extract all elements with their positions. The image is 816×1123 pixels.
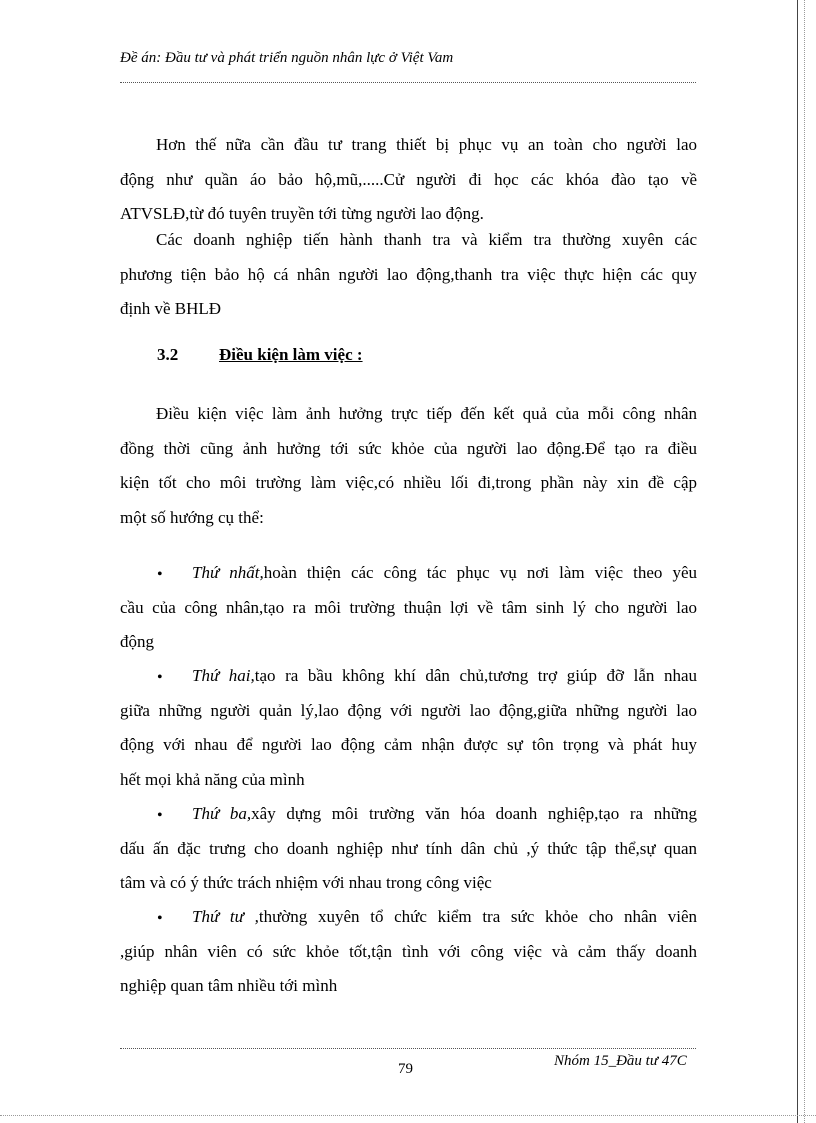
paragraph-line: động [120,632,154,651]
bullet-lead: Thứ tư , [192,907,259,926]
paragraph-line: cầu của công nhân,tạo ra môi trường thuận lợi về tâm sinh lý cho người lao [120,597,697,617]
bullet-item-2 [120,659,697,797]
paragraph-line: nghiệp quan tâm nhiều tới mình [120,976,338,995]
bullet-item-3 [120,797,697,901]
section-title: Điều kiện làm việc : [219,345,363,364]
paragraph-line: tâm và có ý thức trách nhiệm với nhau trong công việc [120,873,492,892]
paragraph-line: động với nhau để người lao động cảm nhận được sự tôn trọng và phát huy [120,735,697,754]
bullet-glyph: • [157,807,163,824]
header-title: Đề án: Đầu tư và phát triển nguồn nhân lực ở Việt Vam [120,50,454,66]
bullet-text: tạo ra bầu không khí dân chủ,tương trợ giúp đỡ lẫn nhau [254,666,697,685]
paragraph-line: dấu ấn đặc trưng cho doanh nghiệp như tính dân chủ ,ý thức tập thể,sự quan [120,838,697,858]
bullet-lead: Thứ nhất, [192,563,264,582]
bullet-item-1 [120,556,697,660]
page-edge-bottom [0,1115,816,1116]
bullet-item-4 [120,900,697,1004]
paragraph-line: đồng thời cũng ảnh hưởng tới sức khỏe của người lao động.Để tạo ra điều [120,438,697,458]
bullet-lead: Thứ hai, [192,666,255,685]
page-edge-right [797,0,798,1123]
bullet-text: xây dựng môi trường văn hóa doanh nghiệp,tạo ra những [251,804,697,823]
paragraph-line: ATVSLĐ,từ đó tuyên truyền tới từng người lao động. [120,204,484,223]
section-number: 3.2 [157,345,179,364]
paragraph-line: kiện tốt cho môi trường làm việc,có nhiều lối đi,trong phần này xin đề cập [120,473,697,492]
paragraph-line: định về BHLĐ [120,299,222,318]
paragraph-line: một số hướng cụ thể: [120,507,264,527]
bullet-text: thường xuyên tổ chức kiểm tra sức khỏe cho nhân viên [258,907,697,926]
paragraph-line: ,giúp nhân viên có sức khỏe tốt,tận tình với công việc và cảm thấy doanh [120,941,697,961]
paragraph-line: hết mọi khả năng của mình [120,769,305,789]
bullet-glyph: • [157,566,163,583]
footer-rule [120,1048,696,1049]
bullet-text: hoàn thiện các công tác phục vụ nơi làm việc theo yêu [263,563,697,582]
bullet-glyph: • [157,669,163,686]
paragraph-1 [120,128,697,232]
footer-group-label: Nhóm 15_Đầu tư 47C [554,1053,687,1069]
paragraph-line: phương tiện bảo hộ cá nhân người lao động,thanh tra việc thực hiện các quy [120,264,697,284]
paragraph-2 [120,223,697,327]
intro-paragraph [120,397,697,535]
bullet-lead: Thứ ba, [192,804,252,823]
paragraph-line: động như quần áo bảo hộ,mũ,.....Cử người đi học các khóa đào tạo về [120,169,697,189]
page-edge-right-dotted [804,0,805,1123]
paragraph-line: Điều kiện việc làm ảnh hưởng trực tiếp đến kết quả của mỗi công nhân [156,404,697,423]
paragraph-line: Hơn thế nữa cần đầu tư trang thiết bị phục vụ an toàn cho người lao [156,135,697,154]
paragraph-line: giữa những người quản lý,lao động với người lao động,giữa những người lao [120,700,697,720]
bullet-glyph: • [157,910,163,927]
page-number: 79 [398,1061,413,1077]
paragraph-line: Các doanh nghiệp tiến hành thanh tra và kiểm tra thường xuyên các [156,230,697,249]
header-rule [120,82,696,83]
